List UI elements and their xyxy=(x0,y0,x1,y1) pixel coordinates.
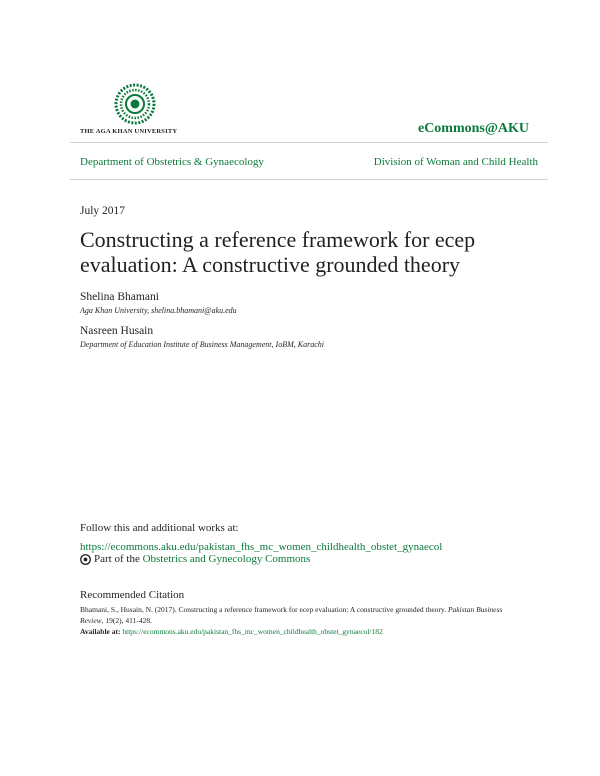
commons-link[interactable]: Obstetrics and Gynecology Commons xyxy=(142,553,311,565)
recommended-citation-heading: Recommended Citation xyxy=(80,589,185,601)
part-of-commons xyxy=(80,553,310,565)
publication-date: July 2017 xyxy=(80,205,126,217)
follow-label: Follow this and additional works at: xyxy=(80,522,239,534)
department-divider xyxy=(70,179,548,180)
author-affiliation: Department of Education Institute of Business Management, IoBM, Karachi xyxy=(80,340,324,349)
follow-works xyxy=(80,519,500,557)
department-link[interactable]: Department of Obstetrics & Gynaecology xyxy=(80,156,264,168)
author-name: Nasreen Husain xyxy=(80,325,154,337)
institution-name: THE AGA KHAN UNIVERSITY xyxy=(80,128,178,135)
available-link[interactable]: https://ecommons.aku.edu/pakistan_fhs_mc_women_childhealth_obstet_gynaecol/182 xyxy=(122,627,383,636)
citation-body: Bhamani, S., Husain, N. (2017). Constructing a reference framework for ecep evaluation: A constructive grounded theory. xyxy=(80,605,447,614)
paper-title: Constructing a reference framework for ecep evaluation: A constructive grounded theory xyxy=(80,227,476,277)
citation-text xyxy=(80,604,520,626)
division-link[interactable]: Division of Woman and Child Health xyxy=(373,156,538,168)
part-of-label: Part of the xyxy=(94,553,140,565)
open-access-icon xyxy=(80,554,91,565)
citation-details: , 19(2), 411-428. xyxy=(101,616,152,625)
follow-link[interactable]: https://ecommons.aku.edu/pakistan_fhs_mc_women_childhealth_obstet_gynaecol xyxy=(80,541,443,553)
citation-journal: Pakistan Business Review xyxy=(80,605,503,625)
author-name: Shelina Bhamani xyxy=(80,291,159,303)
repository-name[interactable]: eCommons@AKU xyxy=(417,121,529,136)
available-at xyxy=(80,627,383,636)
available-label: Available at: xyxy=(80,627,121,636)
header-divider xyxy=(70,142,548,143)
author-affiliation: Aga Khan University, shelina.bhamani@aku.edu xyxy=(80,306,237,315)
